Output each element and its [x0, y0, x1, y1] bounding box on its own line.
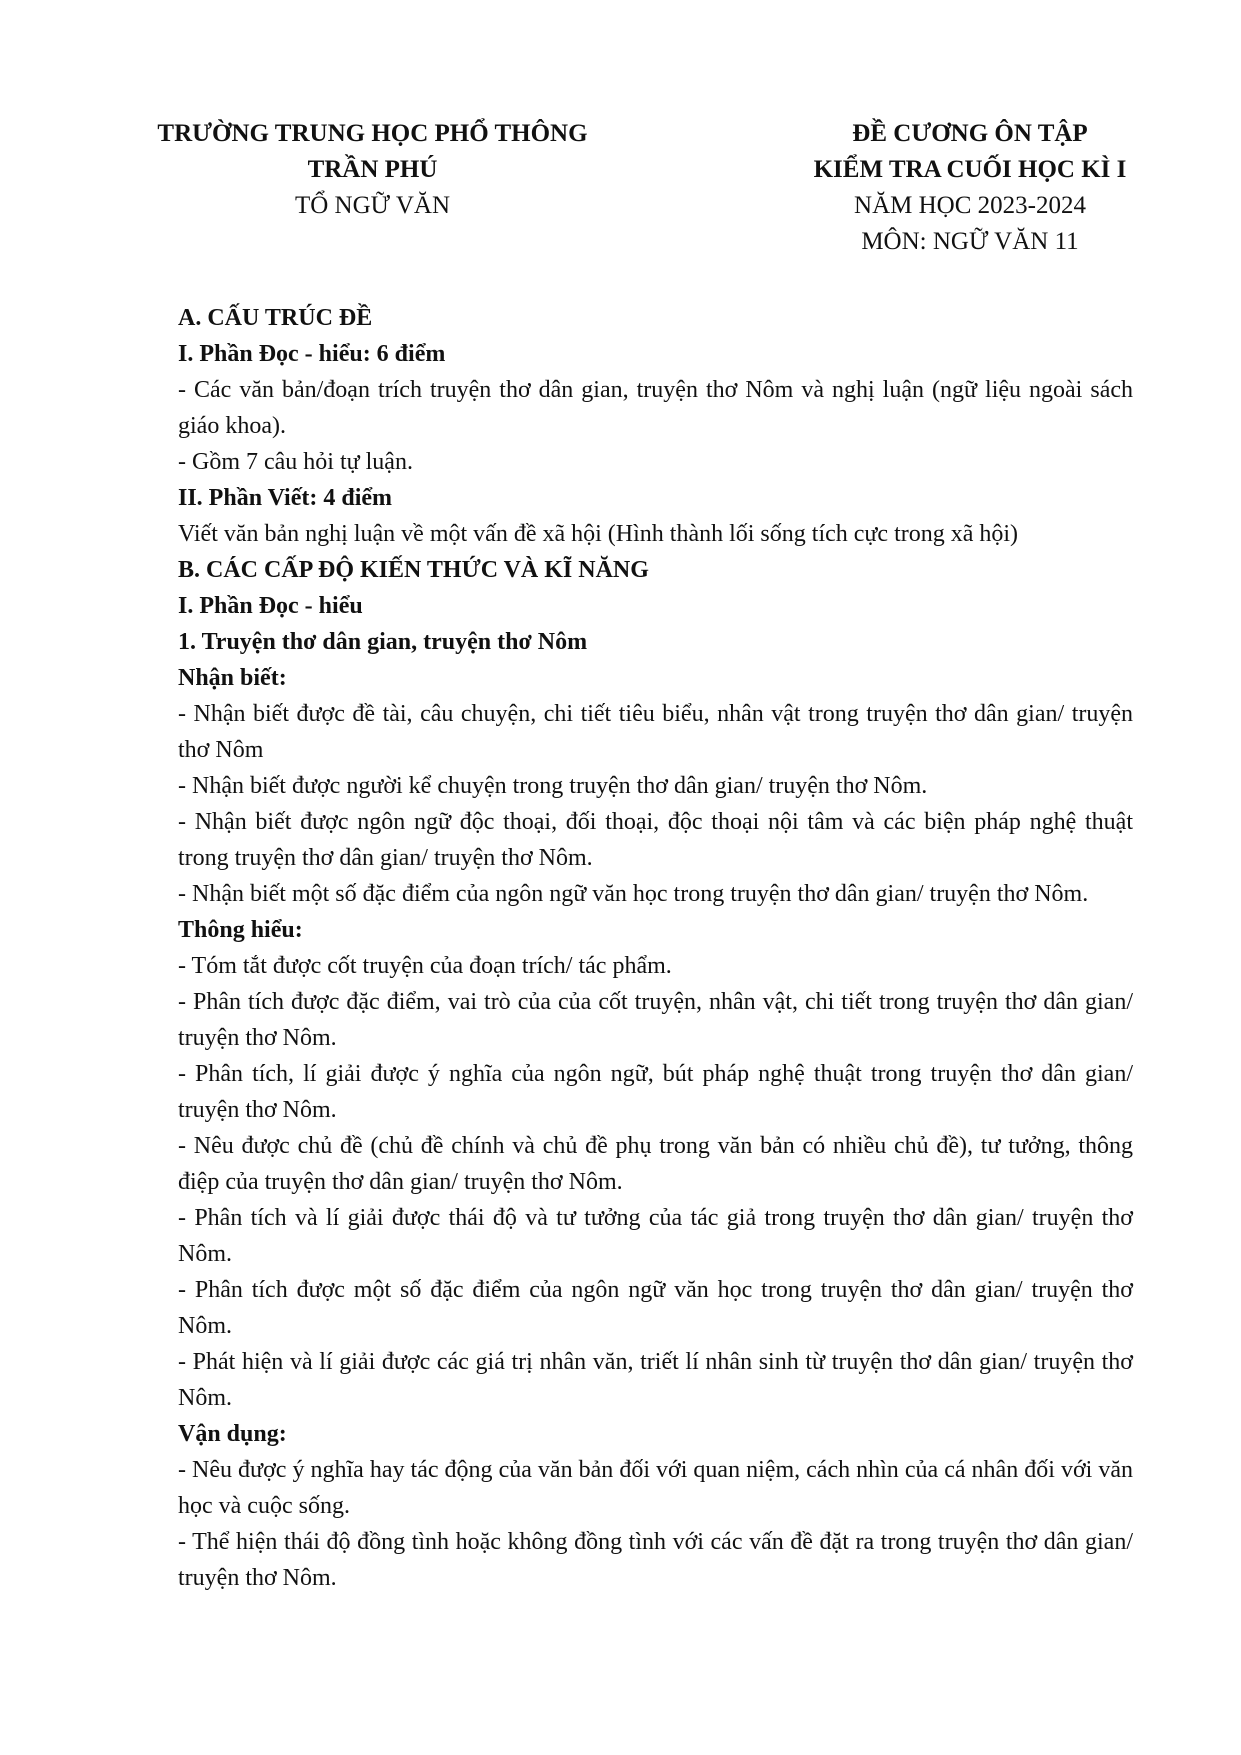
part1-heading: I. Phần Đọc - hiểu: 6 điểm [178, 341, 446, 367]
list-item: - Tóm tắt được cốt truyện của đoạn trích/ tác phẩm. [178, 953, 672, 979]
school-name-line1: TRƯỜNG TRUNG HỌC PHỔ THÔNG [157, 120, 588, 147]
list-item: - Phân tích được đặc điểm, vai trò của của cốt truyện, nhân vật, chi tiết trong truyện thơ dân gian/ truyện thơ Nôm. [178, 989, 1133, 1051]
part2-heading: II. Phần Viết: 4 điểm [178, 485, 393, 511]
list-item: - Phân tích được một số đặc điểm của ngôn ngữ văn học trong truyện thơ dân gian/ truyện thơ Nôm. [178, 1277, 1133, 1339]
reading-heading: I. Phần Đọc - hiểu [178, 593, 363, 619]
school-name-line2: TRẦN PHÚ [307, 156, 438, 183]
list-item: - Nhận biết được ngôn ngữ độc thoại, đối thoại, độc thoại nội tâm và các biện pháp nghệ thuật trong truyện thơ dân gian/ truyện thơ Nôm. [178, 809, 1133, 871]
subject: MÔN: NGỮ VĂN 11 [861, 228, 1079, 255]
section-b-heading: B. CÁC CẤP ĐỘ KIẾN THỨC VÀ KĨ NĂNG [178, 557, 649, 583]
department-name: TỔ NGỮ VĂN [294, 192, 451, 219]
list-item: - Thể hiện thái độ đồng tình hoặc không đồng tình với các vấn đề đặt ra trong truyện thơ dân gian/ truyện thơ Nôm. [178, 1529, 1133, 1591]
application-heading: Vận dụng: [178, 1421, 287, 1447]
list-item: - Phân tích và lí giải được thái độ và tư tưởng của tác giả trong truyện thơ dân gian/ truyện thơ Nôm. [178, 1205, 1133, 1267]
paragraph: Viết văn bản nghị luận về một vấn đề xã hội (Hình thành lối sống tích cực trong xã hội) [178, 521, 1019, 547]
list-item: - Phân tích, lí giải được ý nghĩa của ngôn ngữ, bút pháp nghệ thuật trong truyện thơ dân gian/ truyện thơ Nôm. [178, 1061, 1133, 1123]
section-a-heading: A. CẤU TRÚC ĐỀ [178, 305, 373, 331]
school-year: NĂM HỌC 2023-2024 [854, 192, 1086, 219]
list-item: - Nhận biết một số đặc điểm của ngôn ngữ văn học trong truyện thơ dân gian/ truyện thơ Nôm. [178, 881, 1089, 907]
list-item: - Nêu được ý nghĩa hay tác động của văn bản đối với quan niệm, cách nhìn của cá nhân đối với văn học và cuộc sống. [178, 1457, 1133, 1519]
document-title: ĐỀ CƯƠNG ÔN TẬP [852, 120, 1088, 147]
genre-heading: 1. Truyện thơ dân gian, truyện thơ Nôm [178, 629, 588, 655]
document-body [178, 300, 1133, 1596]
school-header [120, 116, 625, 224]
paragraph: - Gồm 7 câu hỏi tự luận. [178, 449, 413, 475]
list-item: - Nhận biết được đề tài, câu chuyện, chi tiết tiêu biểu, nhân vật trong truyện thơ dân gian/ truyện thơ Nôm [178, 701, 1133, 763]
document-title-block [780, 116, 1160, 260]
recognition-heading: Nhận biết: [178, 665, 287, 691]
list-item: - Nêu được chủ đề (chủ đề chính và chủ đề phụ trong văn bản có nhiều chủ đề), tư tưởng, thông điệp của truyện thơ dân gian/ truyện thơ Nôm. [178, 1133, 1133, 1195]
exam-title: KIỂM TRA CUỐI HỌC KÌ I [813, 156, 1127, 183]
paragraph: - Các văn bản/đoạn trích truyện thơ dân gian, truyện thơ Nôm và nghị luận (ngữ liệu ngoài sách giáo khoa). [178, 377, 1133, 439]
list-item: - Phát hiện và lí giải được các giá trị nhân văn, triết lí nhân sinh từ truyện thơ dân gian/ truyện thơ Nôm. [178, 1349, 1133, 1411]
comprehension-heading: Thông hiểu: [178, 917, 303, 943]
list-item: - Nhận biết được người kể chuyện trong truyện thơ dân gian/ truyện thơ Nôm. [178, 773, 928, 799]
